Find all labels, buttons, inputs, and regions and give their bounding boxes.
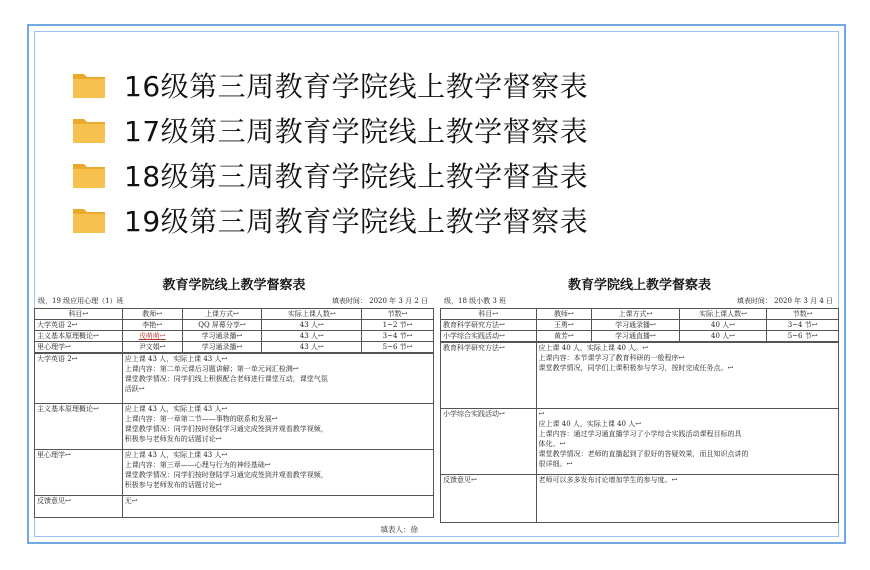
detail-line: 应上课 43 人，实际上课 43 人↩ xyxy=(124,405,228,413)
document-previews xyxy=(34,276,839,537)
table-row xyxy=(35,342,434,353)
table-cell: 5~6 节↩ xyxy=(362,342,434,353)
table-row xyxy=(441,320,839,331)
table-cell: 5~6 节↩ xyxy=(767,331,839,342)
table-cell: 3~4 节↩ xyxy=(767,320,839,331)
table-cell: QQ 屏幕分享↩ xyxy=(182,320,262,331)
detail-subject: 小学综合实践活动↩ xyxy=(441,409,537,475)
doc-meta xyxy=(440,296,839,308)
doc-title: 教育学院线上教学督察表 xyxy=(567,278,711,293)
folder-icon xyxy=(72,160,106,190)
table-cell: 学习通录播↩ xyxy=(182,342,262,353)
detail-line: 上课内容：本节课学习了教育科研的一般程序↩ xyxy=(538,354,685,362)
table-cell: 学习通直播↩ xyxy=(592,331,680,342)
detail-subject: 里心理学↩ xyxy=(35,450,123,496)
table-cell: 里心理学↩ xyxy=(35,342,123,353)
detail-line: 很详细。↩ xyxy=(538,460,573,468)
detail-line: 上课内容：第三章——心理与行为的神经基础↩ xyxy=(124,461,271,469)
detail-table xyxy=(34,353,434,518)
table-cell: 教育科学研究方法↩ xyxy=(441,320,537,331)
detail-subject: 教育科学研究方法↩ xyxy=(441,343,537,409)
feedback-row xyxy=(441,475,839,523)
signer: 填表人：徐 xyxy=(380,525,418,534)
table-cell: 李艳↩ xyxy=(122,320,182,331)
detail-content xyxy=(122,354,433,404)
table-header: 教师↩ xyxy=(536,309,592,320)
detail-line: 课堂教学情况，同学们上课积极参与学习，按时完成任务点。↩ xyxy=(538,364,734,372)
detail-row xyxy=(35,404,434,450)
detail-line: 课堂教学情况：同学们按时登陆学习通完成签到并观看教学视频， xyxy=(124,471,328,479)
folder-item[interactable] xyxy=(70,152,830,197)
detail-line: 积极参与老师发布的话题讨论↩ xyxy=(124,435,222,443)
folder-label: 19级第三周教育学院线上教学督察表 xyxy=(124,204,589,238)
table-header: 上课方式↩ xyxy=(182,309,262,320)
table-row xyxy=(35,320,434,331)
table-cell: 43 人↩ xyxy=(262,342,362,353)
table-header-row xyxy=(35,309,434,320)
detail-line: 应上课 40 人，实际上课 40 人↩ xyxy=(538,420,642,428)
table-cell: 3~4 节↩ xyxy=(362,331,434,342)
feedback-row xyxy=(35,496,434,518)
table-cell: 40 人↩ xyxy=(679,320,767,331)
detail-row xyxy=(35,354,434,404)
folder-label: 18级第三周教育学院线上教学督查表 xyxy=(124,159,589,193)
feedback-label: 反馈意见↩ xyxy=(35,496,123,518)
folder-label: 17级第三周教育学院线上教学督察表 xyxy=(124,114,589,148)
table-cell: 大学英语 2↩ xyxy=(35,320,123,331)
detail-content xyxy=(122,450,433,496)
table-header: 节数↩ xyxy=(362,309,434,320)
table-cell: 43 人↩ xyxy=(262,331,362,342)
fill-time: 填表时间： 2020 年 3 月 4 日 xyxy=(736,297,833,305)
table-cell: 王勇↩ xyxy=(536,320,592,331)
detail-line: 体化。↩ xyxy=(538,440,566,448)
detail-row xyxy=(441,343,839,409)
table-header: 教师↩ xyxy=(122,309,182,320)
folder-list xyxy=(70,62,830,242)
table-cell: 学习通录播↩ xyxy=(592,320,680,331)
detail-line: 课堂教学情况：同学们线上积极配合老师进行课堂互动，课堂气氛 xyxy=(124,375,328,383)
folder-label: 16级第三周教育学院线上教学督察表 xyxy=(124,69,589,103)
detail-line: 应上课 40 人，实际上课 40 人。↩ xyxy=(538,344,649,352)
feedback-label: 反馈意见↩ xyxy=(441,475,537,523)
detail-line: 课堂教学情况：同学们按时登陆学习通完成签到并观看教学视频， xyxy=(124,425,328,433)
doc-meta xyxy=(34,296,434,308)
table-cell: 戎萌萌↩ xyxy=(122,331,182,342)
folder-item[interactable] xyxy=(70,107,830,152)
detail-row xyxy=(35,450,434,496)
table-header: 实际上课人数↩ xyxy=(262,309,362,320)
detail-subject: 主义基本原理概论↩ xyxy=(35,404,123,450)
table-row xyxy=(35,331,434,342)
table-cell: 黄芳↩ xyxy=(536,331,592,342)
feedback-value: 老师可以多多发布讨论增加学生的参与度。↩ xyxy=(536,475,838,523)
table-header: 节数↩ xyxy=(767,309,839,320)
table-cell: 学习通录播↩ xyxy=(182,331,262,342)
folder-icon xyxy=(72,205,106,235)
detail-line: 活跃↩ xyxy=(124,385,145,393)
table-header: 上课方式↩ xyxy=(592,309,680,320)
detail-content xyxy=(536,343,838,409)
right-document xyxy=(440,276,839,537)
table-cell: 40 人↩ xyxy=(679,331,767,342)
detail-line: 应上课 43 人，实际上课 43 人↩ xyxy=(124,451,228,459)
detail-line: 课堂教学情况：老师的直播起到了很好的答疑效果，而且知识点讲的 xyxy=(538,450,749,458)
detail-subject: 大学英语 2↩ xyxy=(35,354,123,404)
folder-icon xyxy=(72,115,106,145)
feedback-value: 无↩ xyxy=(122,496,433,518)
schedule-table xyxy=(440,308,839,342)
folder-item[interactable] xyxy=(70,62,830,107)
schedule-table xyxy=(34,308,434,353)
table-header-row xyxy=(441,309,839,320)
detail-line: 积极参与老师发布的话题讨论↩ xyxy=(124,481,222,489)
detail-table xyxy=(440,342,839,523)
table-cell: 尹文娟↩ xyxy=(122,342,182,353)
class-line: 级，18 级小教 3 班 xyxy=(444,297,507,305)
doc-title: 教育学院线上教学督察表 xyxy=(162,278,306,293)
class-line: 级，19 级应用心理（1）班 xyxy=(38,297,124,305)
table-header: 实际上课人数↩ xyxy=(679,309,767,320)
fill-time: 填表时间： 2020 年 3 月 2 日 xyxy=(331,297,428,305)
table-cell: 小学综合实践活动↩ xyxy=(441,331,537,342)
detail-line: ↩ xyxy=(538,410,545,418)
detail-content xyxy=(122,404,433,450)
left-document xyxy=(34,276,434,537)
table-row xyxy=(441,331,839,342)
detail-line: 上课内容：第一章第二节——事物的联系和发展↩ xyxy=(124,415,278,423)
detail-row xyxy=(441,409,839,475)
detail-line: 上课内容：第二单元课后习题讲解；第一单元词汇检测↩ xyxy=(124,365,299,373)
folder-item[interactable] xyxy=(70,197,830,242)
table-header: 科目↩ xyxy=(35,309,123,320)
table-cell: 主义基本原理概论↩ xyxy=(35,331,123,342)
detail-content xyxy=(536,409,838,475)
detail-line: 上课内容：通过学习通直播学习了小学综合实践活动课程目标的具 xyxy=(538,430,742,438)
table-cell: 1~2 节↩ xyxy=(362,320,434,331)
folder-icon xyxy=(72,70,106,100)
table-cell: 43 人↩ xyxy=(262,320,362,331)
table-header: 科目↩ xyxy=(441,309,537,320)
detail-line: 应上课 43 人，实际上课 43 人↩ xyxy=(124,355,228,363)
